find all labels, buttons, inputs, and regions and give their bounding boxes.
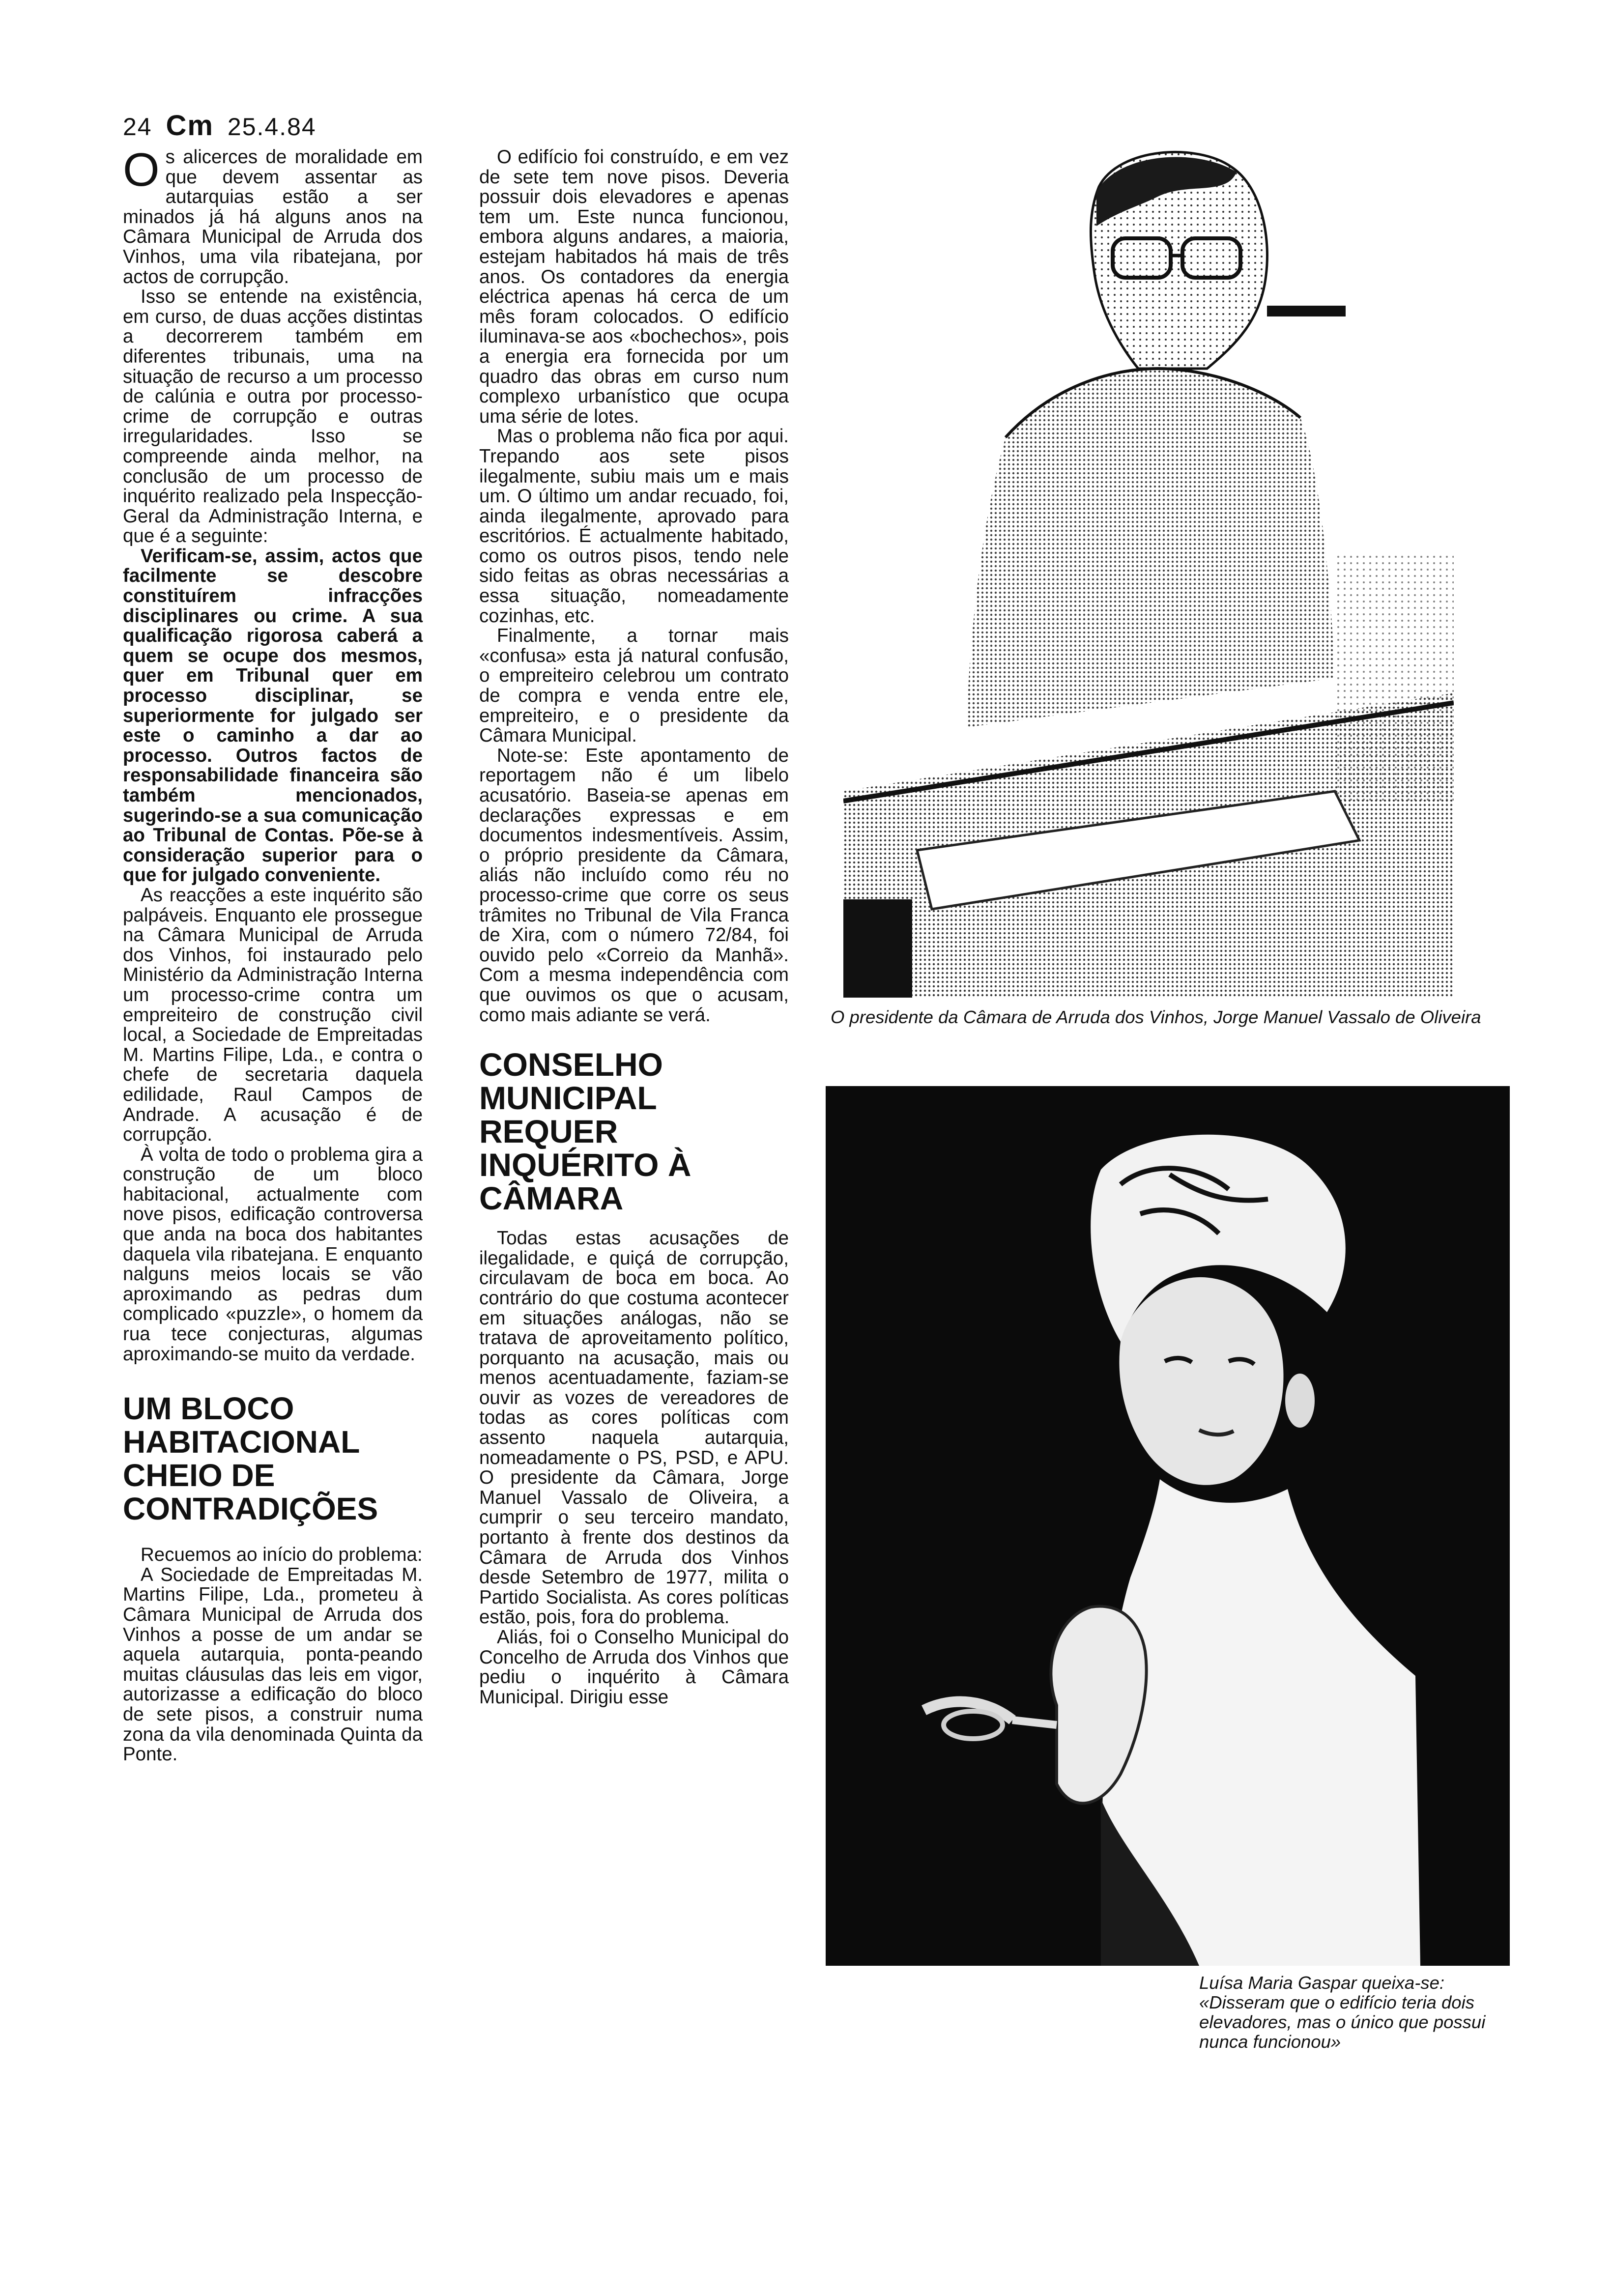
paragraph: Aliás, foi o Conselho Municipal do Concelho de Arruda dos Vinhos que pediu o inquérito à Câmara Municipal. Dirigiu esse	[479, 1627, 789, 1708]
paragraph: As reacções a este inquérito são palpáveis. Enquanto ele prossegue na Câmara Municipal de Arruda dos Vinhos, foi instaurado pelo Ministério da Administração Interna um processo-crime contra um empreiteiro de construção civil local, a Sociedade de Empreitadas M. Martins Filipe, Lda., e contra o chefe de secretaria daquela edilidade, Raul Campos de Andrade. A acusação é de corrupção.	[123, 884, 423, 1146]
paragraph: Mas o problema não fica por aqui. Trepando aos sete pisos ilegalmente, subiu mais um e mais um. O último um andar recuado, foi, ainda ilegalmente, aprovado para escritórios. É actualmente habitado, como os outros pisos, tendo nele sido feitas as obras necessárias a essa situação, nomeadamente cozinhas, etc.	[479, 426, 789, 627]
paragraph: Note-se: Este apontamento de reportagem não é um libelo acusatório. Baseia-se apenas em declarações expressas e em documentos indesmentíveis. Assim, o próprio presidente da Câmara, aliás não incluído como réu no processo-crime que corre os seus trâmites no Tribunal de Vila Franca de Xira, com o número 72/84, foi ouvido pelo «Correio da Manhã». Com a mesma independência com que ouvimos os que o acusam, como mais adiante se verá.	[479, 745, 789, 1026]
photo-resident	[826, 1086, 1510, 1966]
page-number: 24	[123, 113, 152, 141]
inquiry-quote: Verificam-se, assim, actos que facilmente se descobre constituírem infracções disciplinares ou crime. A sua qualificação rigorosa caberá a quem se ocupe dos mesmos, quer em Tribunal quer em processo disciplinar, se superiormente for julgado ser este o caminho a dar ao processo. Outros factos de responsabilidade financeira são também mencionados, sugerindo-se a sua comunicação ao Tribunal de Contas. Põe-se à consideração superior para o que for julgado conveniente.	[123, 545, 423, 886]
photo-resident-image	[826, 1086, 1510, 1966]
photo-president-image	[843, 113, 1454, 998]
paragraph: Recuemos ao início do problema:	[141, 1544, 423, 1566]
drop-cap: O	[123, 144, 160, 196]
paragraph: Todas estas acusações de ilegalidade, e quiçá de corrupção, circulavam de boca em boca. Ao contrário do que costuma acontecer em situações análogas, não se tratava de aproveitamento político, porquanto na acusação, mais ou menos acentuadamente, faziam-se ouvir as vozes de vereadores de todas as cores políticas com assento naquela autarquia, nomeadamente o PS, PSD, e APU. O presidente da Câmara, Jorge Manuel Vassalo de Oliveira, a cumprir o seu terceiro mandato, portanto à frente dos destinos da Câmara de Arruda dos Vinhos desde Setembro de 1977, milita o Partido Socialista. As cores políticas estão, pois, fora do problema.	[479, 1228, 789, 1628]
paragraph: À volta de todo o problema gira a construção de um bloco habitacional, actualmente com nove pisos, edificação controversa que anda na boca dos habitantes daquela vila ribatejana. E enquanto nalguns meios locais se vão aproximando as pedras dum complicado «puzzle», o homem da rua tece conjecturas, algumas aproximando-se muito da verdade.	[123, 1144, 423, 1365]
photo-president	[843, 113, 1454, 998]
paragraph: A Sociedade de Empreitadas M. Martins Filipe, Lda., prometeu à Câmara Municipal de Arruda dos Vinhos a posse de um andar se aquela autarquia, ponta-peando muitas cláusulas das leis em vigor, autorizasse a edificação do bloco de sete pisos, a construir numa zona da vila denominada Quinta da Ponte.	[123, 1564, 423, 1765]
caption-photo-resident: Luísa Maria Gaspar queixa-se: «Disseram que o edifício teria dois elevadores, mas o único que possui nunca funcionou»	[1199, 1973, 1486, 2052]
article-column-2	[479, 147, 789, 1707]
paragraph: O edifício foi construído, e em vez de sete tem nove pisos. Deveria possuir dois elevadores e apenas tem um. Este nunca funcionou, embora alguns andares, a maioria, estejam habitados há mais de três anos. Os contadores da energia eléctrica apenas há cerca de um mês foram colocados. O edifício iluminava-se aos «bochechos», pois a energia era fornecida por um quadro das obras em curso num complexo urbanístico que ocupa uma série de lotes.	[479, 146, 789, 427]
brand-logo: Cm	[166, 110, 214, 142]
section-heading-1: UM BLOCO HABITACIONAL CHEIO DE CONTRADIÇÕES	[123, 1391, 378, 1527]
lead-paragraph: Os alicerces de moralidade em que devem assentar as autarquias estão a ser minados já há alguns anos na Câmara Municipal de Arruda dos Vinhos, uma vila ribatejana, por actos de corrupção.	[123, 144, 423, 287]
paragraph: Finalmente, a tornar mais «confusa» esta já natural confusão, o empreiteiro celebrou um contrato de compra e venda entre ele, empreiteiro, e o presidente da Câmara Municipal.	[479, 625, 789, 746]
article-column-1	[123, 144, 423, 1765]
issue-date: 25.4.84	[227, 113, 317, 141]
paragraph: Isso se entende na existência, em curso, de duas acções distintas a decorrerem também em diferentes tribunais, uma na situação de recurso a um processo de calúnia e outra por processo-crime de corrupção e outras irregularidades. Isso se compreende ainda melhor, na conclusão de um processo de inquérito realizado pela Inspecção-Geral da Administração Interna, e que é a seguinte:	[123, 286, 423, 547]
masthead	[123, 109, 317, 142]
section-heading-2: CONSELHO MUNICIPAL REQUER INQUÉRITO À CÂMARA	[479, 1046, 691, 1217]
caption-photo-president: O presidente da Câmara de Arruda dos Vinhos, Jorge Manuel Vassalo de Oliveira	[831, 1007, 1481, 1027]
